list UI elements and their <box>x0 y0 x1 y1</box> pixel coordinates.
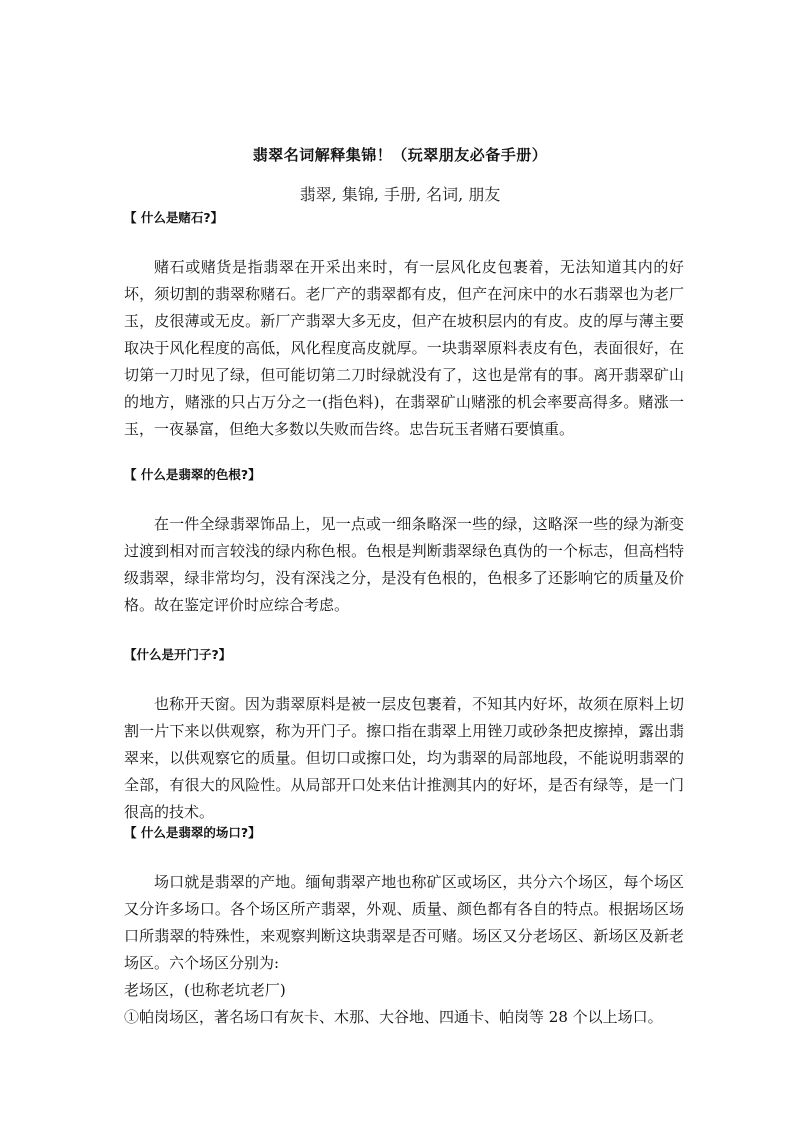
document-keywords: 翡翠, 集锦, 手册, 名词, 朋友 <box>299 185 501 204</box>
section-heading: 【 什么是翡翠的色根?】 <box>124 467 261 482</box>
section-paragraph: 也称开天窗。因为翡翠原料是被一层皮包裹着，不知其内好坏，故须在原料上切割一片下来以供观察，称为开门子。擦口指在翡翠上用锉刀或砂条把皮擦掉，露出翡翠来，以供观察它的质量。但切口或擦口处，均为翡翠的局部地段，不能说明翡翠的全部，有很大的风险性。从局部开口处来估计推测其内的好坏，是否有绿等，是一门很高的技术。 <box>124 695 684 821</box>
section-color-root <box>124 465 684 619</box>
section-open-window <box>124 645 684 826</box>
document-title: 翡翠名词解释集锦！（玩翠朋友必备手册） <box>252 146 548 164</box>
section-paragraph: 场口就是翡翠的产地。缅甸翡翠产地也称矿区或场区，共分六个场区，每个场区又分许多场口。各个场区所产翡翠，外观、质量、颜色都有各自的特点。根据场区场口所翡翠的特殊性，来观察判断这块翡翠是否可赌。场区又分老场区、新场区及新老场区。六个场区分别为: <box>124 873 684 972</box>
section-gambling-stone <box>124 208 684 443</box>
section-heading: 【 什么是赌石?】 <box>124 210 224 225</box>
old-site-line: 老场区，(也称老坑老厂) <box>124 981 286 999</box>
section-heading: 【什么是开门子?】 <box>124 647 232 662</box>
section-mining-site <box>124 823 684 1031</box>
pakan-site-line: ①帕岗场区，著名场口有灰卡、木那、大谷地、四通卡、帕岗等 28 个以上场口。 <box>124 1008 663 1026</box>
section-paragraph: 赌石或赌货是指翡翠在开采出来时，有一层风化皮包裹着，无法知道其内的好坏，须切割的翡翠称赌石。老厂产的翡翠都有皮，但产在河床中的水石翡翠也为老厂玉，皮很薄或无皮。新厂产翡翠大多无皮，但产在坡积层内的有皮。皮的厚与薄主要取决于风化程度的高低，风化程度高皮就厚。一块翡翠原料表皮有色，表面很好，在切第一刀时见了绿，但可能切第二刀时绿就没有了，这也是常有的事。离开翡翠矿山的地方，赌涨的只占万分之一(指色料)，在翡翠矿山赌涨的机会率要高得多。赌涨一玉，一夜暴富，但绝大多数以失败而告终。忠告玩玉者赌石要慎重。 <box>124 258 684 438</box>
section-heading: 【 什么是翡翠的场口?】 <box>124 825 261 840</box>
section-paragraph: 在一件全绿翡翠饰品上，见一点或一细条略深一些的绿，这略深一些的绿为渐变过渡到相对而言较浅的绿内称色根。色根是判断翡翠绿色真伪的一个标志，但高档特级翡翠，绿非常均匀，没有深浅之分，是没有色根的，色根多了还影响它的质量及价格。故在鉴定评价时应综合考虑。 <box>124 515 684 614</box>
